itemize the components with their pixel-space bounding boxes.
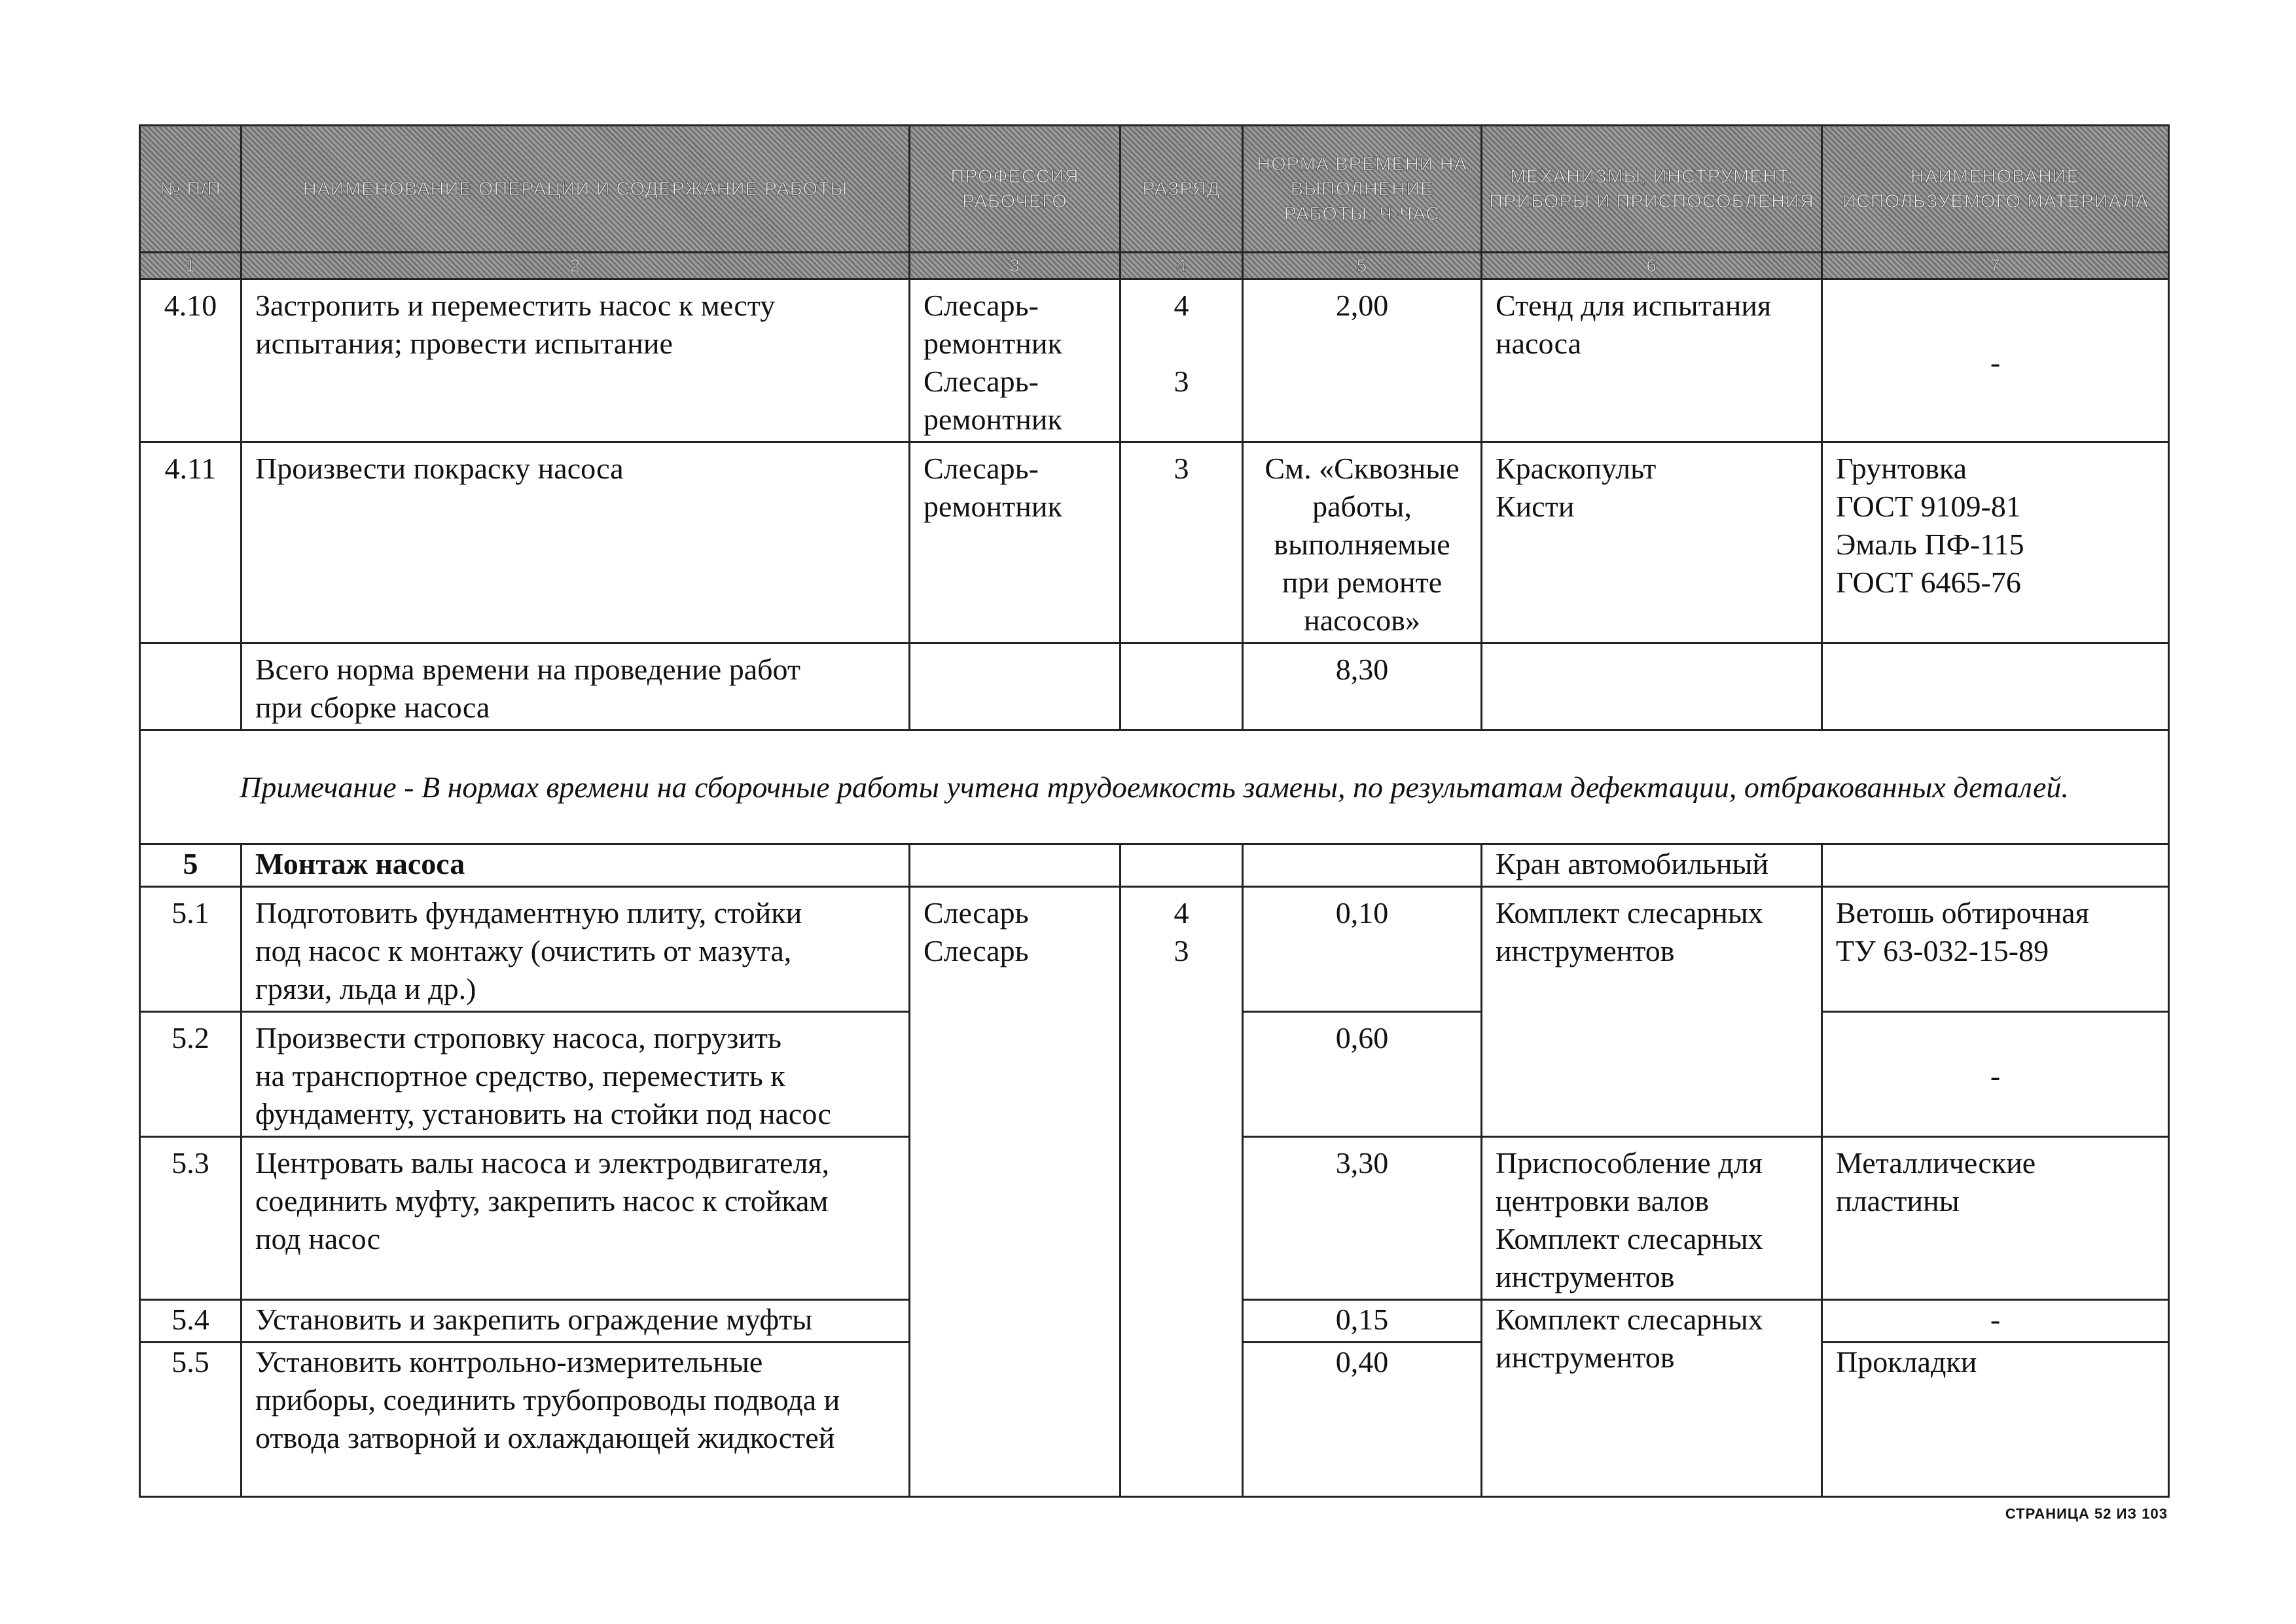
material-cell	[1822, 887, 2169, 1012]
norm-line: выполняемые	[1274, 528, 1450, 561]
profession-line: Слесарь	[924, 896, 1029, 929]
header-col-operation: НАИМЕНОВАНИЕ ОПЕРАЦИИ И СОДЕРЖАНИЕ РАБОТЫ	[242, 126, 910, 253]
tools-line: Комплект слесарных	[1496, 1222, 1763, 1255]
operation-line: Застропить и переместить насос к месту	[255, 289, 776, 322]
operation-line: отвода затворной и охлаждающей жидкостей	[255, 1421, 835, 1454]
empty-cell	[910, 643, 1121, 731]
total-norm: 8,30	[1243, 643, 1482, 731]
header-col-tools: МЕХАНИЗМЫ, ИНСТРУМЕНТ, ПРИБОРЫ И ПРИСПОСОБЛЕНИЯ	[1482, 126, 1822, 253]
grade-value: 3	[1174, 365, 1189, 398]
operation-line: на транспортное средство, переместить к	[255, 1059, 785, 1092]
tools-line: Кисти	[1496, 490, 1575, 523]
norm-cell: 0,40	[1243, 1343, 1482, 1497]
section-row	[140, 844, 2169, 887]
material-line: ТУ 63-032-15-89	[1836, 934, 2049, 967]
empty-cell	[1822, 844, 2169, 887]
table-row	[140, 280, 2169, 442]
empty-cell	[1482, 643, 1822, 731]
material-line: ГОСТ 6465-76	[1836, 566, 2021, 599]
table-row	[140, 887, 2169, 1012]
tools-line: центровки валов	[1496, 1184, 1710, 1218]
grade-value: 4	[1174, 896, 1189, 929]
norm-cell: 2,00	[1243, 280, 1482, 442]
operation-line: приборы, соединить трубопроводы подвода и	[255, 1383, 840, 1416]
note-text: Примечание - В нормах времени на сборочные работы учтена трудоемкость замены, по результатам дефектации, отбракованных деталей.	[140, 731, 2169, 844]
empty-cell	[1822, 643, 2169, 731]
grade-value: 4	[1174, 289, 1189, 322]
header-col-material: НАИМЕНОВАНИЕ ИСПОЛЬЗУЕМОГО МАТЕРИАЛА	[1822, 126, 2169, 253]
operation-cell	[242, 280, 910, 442]
column-number: 2	[242, 253, 910, 280]
profession-line: ремонтник	[924, 490, 1062, 523]
row-number: 5.3	[140, 1137, 242, 1300]
tools-cell	[1482, 1137, 1822, 1300]
operation-cell	[242, 1012, 910, 1137]
tools-cell: Кран автомобильный	[1482, 844, 1822, 887]
material-cell: -	[1822, 1012, 2169, 1137]
operation-line: соединить муфту, закрепить насос к стойкам	[255, 1184, 829, 1218]
material-cell: Прокладки	[1822, 1343, 2169, 1497]
tools-cell	[1482, 1300, 1822, 1497]
column-number: 3	[910, 253, 1121, 280]
operations-table	[139, 124, 2170, 1498]
grade-value: 3	[1174, 934, 1189, 967]
operation-line: Установить контрольно-измерительные	[255, 1345, 763, 1379]
material-line: пластины	[1836, 1184, 1960, 1218]
grade-cell	[1121, 280, 1243, 442]
operation-line: под насос	[255, 1222, 381, 1255]
tools-line: Комплект слесарных	[1496, 1303, 1763, 1336]
column-number: 6	[1482, 253, 1822, 280]
profession-line: ремонтник	[924, 403, 1062, 436]
total-line: при сборке насоса	[255, 691, 490, 724]
empty-cell	[1121, 844, 1243, 887]
column-number: 7	[1822, 253, 2169, 280]
operation-line: грязи, льда и др.)	[255, 972, 476, 1005]
norm-cell: 0,10	[1243, 887, 1482, 1012]
note-row	[140, 731, 2169, 844]
empty-cell	[910, 844, 1121, 887]
empty-cell	[1243, 844, 1482, 887]
operation-cell	[242, 887, 910, 1012]
total-row	[140, 643, 2169, 731]
column-number: 5	[1243, 253, 1482, 280]
norm-line: насосов»	[1304, 604, 1420, 637]
operation-cell	[242, 1343, 910, 1497]
operation-line: Центровать валы насоса и электродвигателя,	[255, 1146, 830, 1180]
tools-cell	[1482, 887, 1822, 1137]
material-line: Грунтовка	[1836, 452, 1967, 485]
page-number: СТРАНИЦА 52 ИЗ 103	[2005, 1506, 2168, 1522]
tools-line: Стенд для испытания	[1496, 289, 1772, 322]
tools-cell	[1482, 280, 1822, 442]
row-number: 4.10	[140, 280, 242, 442]
table-header-row	[140, 126, 2169, 253]
total-line: Всего норма времени на проведение работ	[255, 653, 801, 686]
header-col-grade: РАЗРЯД	[1121, 126, 1243, 253]
row-number: 5.1	[140, 887, 242, 1012]
grade-cell	[1121, 887, 1243, 1497]
profession-cell	[910, 442, 1121, 643]
operation-cell: Установить и закрепить ограждение муфты	[242, 1300, 910, 1343]
row-number	[140, 643, 242, 731]
section-number: 5	[140, 844, 242, 887]
material-line: Ветошь обтирочная	[1836, 896, 2089, 929]
header-col-profession: ПРОФЕССИЯ РАБОЧЕГО	[910, 126, 1121, 253]
material-line: ГОСТ 9109-81	[1836, 490, 2021, 523]
norm-cell	[1243, 442, 1482, 643]
material-line: Металлические	[1836, 1146, 2036, 1180]
tools-line: инструментов	[1496, 934, 1675, 967]
tools-line: насоса	[1496, 327, 1581, 360]
tools-line: инструментов	[1496, 1341, 1675, 1374]
norm-cell: 3,30	[1243, 1137, 1482, 1300]
material-line: Эмаль ПФ-115	[1836, 528, 2024, 561]
operation-line: испытания; провести испытание	[255, 327, 673, 360]
row-number: 5.5	[140, 1343, 242, 1497]
profession-line: Слесарь-	[924, 452, 1039, 485]
material-cell	[1822, 1137, 2169, 1300]
empty-cell	[1121, 643, 1243, 731]
row-number: 5.4	[140, 1300, 242, 1343]
norm-line: при ремонте	[1282, 566, 1443, 599]
profession-line: Слесарь-	[924, 289, 1039, 322]
total-label	[242, 643, 910, 731]
operation-line: Произвести строповку насоса, погрузить	[255, 1021, 782, 1055]
material-cell: -	[1822, 280, 2169, 442]
column-number: 1	[140, 253, 242, 280]
column-number-row	[140, 253, 2169, 280]
norm-cell: 0,60	[1243, 1012, 1482, 1137]
row-number: 5.2	[140, 1012, 242, 1137]
tools-line: инструментов	[1496, 1260, 1675, 1293]
operation-line: фундаменту, установить на стойки под насос	[255, 1097, 831, 1130]
norm-cell: 0,15	[1243, 1300, 1482, 1343]
norm-line: См. «Сквозные	[1265, 452, 1460, 485]
material-cell	[1822, 442, 2169, 643]
operation-cell	[242, 1137, 910, 1300]
header-col-norm: НОРМА ВРЕМЕНИ НА ВЫПОЛНЕНИЕ РАБОТЫ, Ч-ЧАС	[1243, 126, 1482, 253]
profession-cell	[910, 887, 1121, 1497]
tools-line: Краскопульт	[1496, 452, 1657, 485]
profession-cell	[910, 280, 1121, 442]
column-number: 4	[1121, 253, 1243, 280]
table-row	[140, 442, 2169, 643]
profession-line: ремонтник	[924, 327, 1062, 360]
grade-cell: 3	[1121, 442, 1243, 643]
operation-line: Подготовить фундаментную плиту, стойки	[255, 896, 802, 929]
profession-line: Слесарь	[924, 934, 1029, 967]
operation-cell: Произвести покраску насоса	[242, 442, 910, 643]
norm-line: работы,	[1312, 490, 1412, 523]
tools-cell	[1482, 442, 1822, 643]
tools-line: Приспособление для	[1496, 1146, 1763, 1180]
profession-line: Слесарь-	[924, 365, 1039, 398]
section-title: Монтаж насоса	[242, 844, 910, 887]
header-col-number: № П/П	[140, 126, 242, 253]
tools-line: Комплект слесарных	[1496, 896, 1763, 929]
operation-line: под насос к монтажу (очистить от мазута,	[255, 934, 792, 967]
row-number: 4.11	[140, 442, 242, 643]
material-cell: -	[1822, 1300, 2169, 1343]
